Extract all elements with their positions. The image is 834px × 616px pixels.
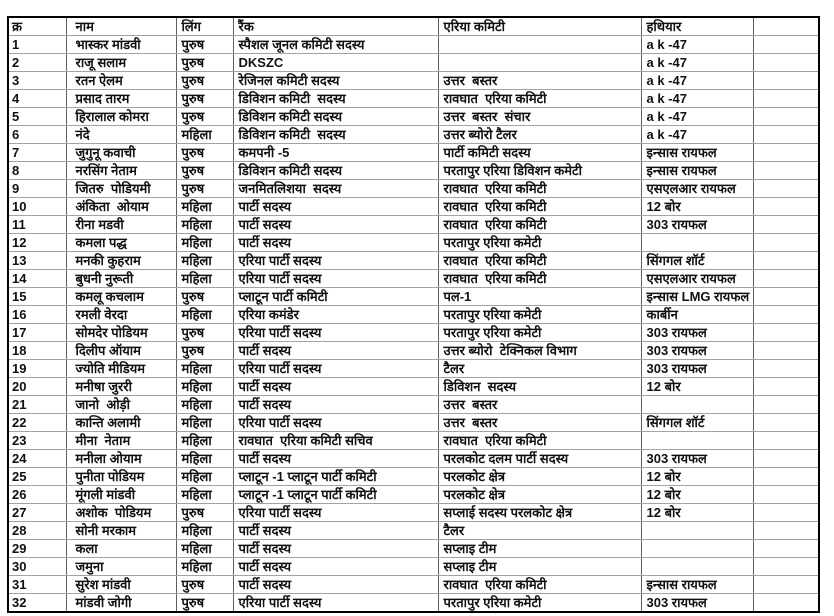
table-cell-r16-c0: 16 — [8, 306, 66, 324]
table-cell-r29-c0: 29 — [8, 540, 66, 558]
table-cell-r3-c5: a k -47 — [641, 72, 753, 90]
table-row — [8, 288, 819, 306]
table-cell-r31-c4: रावघात एरिया कमिटी — [438, 576, 641, 594]
table-cell-r26-c4: परलकोट क्षेत्र — [438, 486, 641, 504]
table-cell-r31-c6 — [753, 576, 819, 594]
table-cell-r29-c2: महिला — [176, 540, 233, 558]
table-cell-r20-c3: पार्टी सदस्य — [233, 378, 438, 396]
table-cell-r27-c1: अशोक पोडियम — [66, 504, 176, 522]
table-cell-r16-c3: एरिया कमंडेर — [233, 306, 438, 324]
table-cell-r32-c6 — [753, 594, 819, 613]
table-row — [8, 486, 819, 504]
table-row — [8, 198, 819, 216]
table-cell-r5-c5: a k -47 — [641, 108, 753, 126]
table-cell-r6-c2: महिला — [176, 126, 233, 144]
table-cell-r24-c1: मनीला ओयाम — [66, 450, 176, 468]
table-cell-r13-c4: रावघात एरिया कमिटी — [438, 252, 641, 270]
table-cell-r29-c1: कला — [66, 540, 176, 558]
table-cell-r26-c1: मूंगली मांडवी — [66, 486, 176, 504]
table-cell-r4-c1: प्रसाद तारम — [66, 90, 176, 108]
table-cell-r10-c2: महिला — [176, 198, 233, 216]
table-cell-r2-c5: a k -47 — [641, 54, 753, 72]
table-cell-r27-c5: 12 बोर — [641, 504, 753, 522]
table-cell-r30-c1: जमुना — [66, 558, 176, 576]
table-cell-r17-c0: 17 — [8, 324, 66, 342]
table-cell-r2-c4 — [438, 54, 641, 72]
table-cell-r19-c1: ज्योति मीडियम — [66, 360, 176, 378]
table-cell-r22-c4: उत्तर बस्तर — [438, 414, 641, 432]
table-cell-r25-c5: 12 बोर — [641, 468, 753, 486]
table-cell-r8-c5: इन्सास रायफल — [641, 162, 753, 180]
table-cell-r2-c0: 2 — [8, 54, 66, 72]
table-cell-r23-c1: मीना नेताम — [66, 432, 176, 450]
table-row — [8, 90, 819, 108]
table-row — [8, 558, 819, 576]
table-cell-r31-c2: पुरुष — [176, 576, 233, 594]
table-cell-r6-c1: नंदे — [66, 126, 176, 144]
table-cell-r24-c6 — [753, 450, 819, 468]
table-cell-r8-c3: डिविशन कमिटी सदस्य — [233, 162, 438, 180]
table-row — [8, 108, 819, 126]
table-cell-r5-c6 — [753, 108, 819, 126]
table-cell-r20-c1: मनीषा जुररी — [66, 378, 176, 396]
table-cell-r18-c6 — [753, 342, 819, 360]
table-cell-r3-c2: पुरुष — [176, 72, 233, 90]
table-cell-r17-c4: परतापुर एरिया कमेटी — [438, 324, 641, 342]
table-cell-r11-c3: पार्टी सदस्य — [233, 216, 438, 234]
table-cell-r3-c0: 3 — [8, 72, 66, 90]
table-cell-r1-c4 — [438, 36, 641, 54]
column-header-2: लिंग — [176, 17, 233, 36]
table-header — [8, 17, 819, 36]
table-cell-r19-c4: टैलर — [438, 360, 641, 378]
table-cell-r4-c5: a k -47 — [641, 90, 753, 108]
table-cell-r27-c6 — [753, 504, 819, 522]
table-row — [8, 72, 819, 90]
table-cell-r9-c5: एसएलआर रायफल — [641, 180, 753, 198]
table-cell-r1-c6 — [753, 36, 819, 54]
table-cell-r14-c1: बुधनी नुरूती — [66, 270, 176, 288]
table-cell-r12-c5 — [641, 234, 753, 252]
table-cell-r14-c5: एसएलआर रायफल — [641, 270, 753, 288]
table-cell-r28-c3: पार्टी सदस्य — [233, 522, 438, 540]
table-cell-r6-c4: उत्तर ब्योरो टैलर — [438, 126, 641, 144]
table-header-row — [8, 17, 819, 36]
table-cell-r16-c1: रमली वेरदा — [66, 306, 176, 324]
table-cell-r24-c2: महिला — [176, 450, 233, 468]
table-cell-r7-c4: पार्टी कमिटी सदस्य — [438, 144, 641, 162]
table-cell-r8-c1: नरसिंग नेताम — [66, 162, 176, 180]
table-row — [8, 396, 819, 414]
table-cell-r4-c3: डिविशन कमिटी सदस्य — [233, 90, 438, 108]
table-cell-r15-c2: पुरुष — [176, 288, 233, 306]
table-cell-r3-c4: उत्तर बस्तर — [438, 72, 641, 90]
table-cell-r11-c0: 11 — [8, 216, 66, 234]
table-cell-r31-c1: सुरेश मांडवी — [66, 576, 176, 594]
table-cell-r12-c2: महिला — [176, 234, 233, 252]
table-cell-r10-c6 — [753, 198, 819, 216]
table-row — [8, 378, 819, 396]
members-table — [7, 16, 820, 613]
table-cell-r22-c1: कान्ति अलामी — [66, 414, 176, 432]
column-header-5: हथियार — [641, 17, 753, 36]
table-cell-r24-c5: 303 रायफल — [641, 450, 753, 468]
table-cell-r1-c0: 1 — [8, 36, 66, 54]
table-cell-r20-c4: डिविशन सदस्य — [438, 378, 641, 396]
table-cell-r31-c0: 31 — [8, 576, 66, 594]
table-cell-r22-c5: सिंगगल शॉर्ट — [641, 414, 753, 432]
column-header-1: नाम — [66, 17, 176, 36]
table-row — [8, 306, 819, 324]
table-cell-r17-c6 — [753, 324, 819, 342]
table-cell-r31-c3: पार्टी सदस्य — [233, 576, 438, 594]
table-cell-r25-c0: 25 — [8, 468, 66, 486]
table-cell-r18-c0: 18 — [8, 342, 66, 360]
table-cell-r2-c2: पुरुष — [176, 54, 233, 72]
table-cell-r13-c0: 13 — [8, 252, 66, 270]
table-cell-r4-c2: पुरुष — [176, 90, 233, 108]
table-row — [8, 180, 819, 198]
table-cell-r25-c1: पुनीता पोडियम — [66, 468, 176, 486]
table-cell-r26-c6 — [753, 486, 819, 504]
table-cell-r26-c2: महिला — [176, 486, 233, 504]
table-cell-r8-c4: परतापुर एरिया डिविशन कमेटी — [438, 162, 641, 180]
table-cell-r18-c4: उत्तर ब्योरो टेक्निकल विभाग — [438, 342, 641, 360]
table-cell-r15-c6 — [753, 288, 819, 306]
table-cell-r18-c5: 303 रायफल — [641, 342, 753, 360]
column-header-3: रैंक — [233, 17, 438, 36]
table-cell-r30-c5 — [641, 558, 753, 576]
table-cell-r16-c2: महिला — [176, 306, 233, 324]
table-cell-r19-c3: एरिया पार्टी सदस्य — [233, 360, 438, 378]
table-cell-r1-c5: a k -47 — [641, 36, 753, 54]
table-cell-r17-c5: 303 रायफल — [641, 324, 753, 342]
table-cell-r19-c6 — [753, 360, 819, 378]
table-cell-r15-c1: कमलू कचलाम — [66, 288, 176, 306]
table-body — [8, 36, 819, 613]
table-row — [8, 468, 819, 486]
table-row — [8, 450, 819, 468]
table-cell-r20-c0: 20 — [8, 378, 66, 396]
table-cell-r16-c6 — [753, 306, 819, 324]
table-cell-r28-c0: 28 — [8, 522, 66, 540]
table-cell-r17-c1: सोमदेर पोडियम — [66, 324, 176, 342]
table-cell-r9-c0: 9 — [8, 180, 66, 198]
table-cell-r12-c1: कमला पद्ध — [66, 234, 176, 252]
table-cell-r13-c1: मनकी कुहराम — [66, 252, 176, 270]
table-row — [8, 504, 819, 522]
table-cell-r13-c2: महिला — [176, 252, 233, 270]
table-cell-r1-c3: स्पैशल जूनल कमिटी सदस्य — [233, 36, 438, 54]
table-cell-r14-c4: रावघात एरिया कमिटी — [438, 270, 641, 288]
table-cell-r14-c2: महिला — [176, 270, 233, 288]
table-row — [8, 522, 819, 540]
table-cell-r32-c5: 303 रायफल — [641, 594, 753, 613]
table-cell-r11-c4: रावघात एरिया कमिटी — [438, 216, 641, 234]
column-header-6 — [753, 17, 819, 36]
table-row — [8, 414, 819, 432]
table-cell-r17-c2: पुरुष — [176, 324, 233, 342]
table-row — [8, 360, 819, 378]
table-row — [8, 162, 819, 180]
table-cell-r30-c4: सप्लाइ टीम — [438, 558, 641, 576]
table-row — [8, 144, 819, 162]
table-cell-r26-c5: 12 बोर — [641, 486, 753, 504]
table-cell-r5-c2: पुरुष — [176, 108, 233, 126]
table-cell-r32-c4: परतापुर एरिया कमेटी — [438, 594, 641, 613]
table-cell-r9-c4: रावघात एरिया कमिटी — [438, 180, 641, 198]
table-cell-r12-c4: परतापुर एरिया कमेटी — [438, 234, 641, 252]
table-cell-r15-c5: इन्सास LMG रायफल — [641, 288, 753, 306]
table-cell-r17-c3: एरिया पार्टी सदस्य — [233, 324, 438, 342]
table-cell-r23-c0: 23 — [8, 432, 66, 450]
table-cell-r18-c3: पार्टी सदस्य — [233, 342, 438, 360]
table-row — [8, 540, 819, 558]
table-cell-r1-c1: भास्कर मांडवी — [66, 36, 176, 54]
table-cell-r28-c6 — [753, 522, 819, 540]
table-cell-r24-c4: परलकोट दलम पार्टी सदस्य — [438, 450, 641, 468]
table-cell-r23-c2: महिला — [176, 432, 233, 450]
table-cell-r8-c2: पुरुष — [176, 162, 233, 180]
table-cell-r27-c0: 27 — [8, 504, 66, 522]
table-cell-r22-c3: एरिया पार्टी सदस्य — [233, 414, 438, 432]
table-cell-r10-c5: 12 बोर — [641, 198, 753, 216]
table-cell-r23-c3: रावघात एरिया कमिटी सचिव — [233, 432, 438, 450]
table-cell-r4-c6 — [753, 90, 819, 108]
table-cell-r22-c2: महिला — [176, 414, 233, 432]
table-row — [8, 216, 819, 234]
table-row — [8, 36, 819, 54]
table-cell-r6-c5: a k -47 — [641, 126, 753, 144]
table-cell-r26-c0: 26 — [8, 486, 66, 504]
table-cell-r18-c1: दिलीप ऑयाम — [66, 342, 176, 360]
table-cell-r8-c6 — [753, 162, 819, 180]
table-cell-r7-c3: कमपनी -5 — [233, 144, 438, 162]
table-cell-r28-c4: टैलर — [438, 522, 641, 540]
table-row — [8, 234, 819, 252]
table-cell-r30-c0: 30 — [8, 558, 66, 576]
table-cell-r19-c0: 19 — [8, 360, 66, 378]
table-cell-r10-c4: रावघात एरिया कमिटी — [438, 198, 641, 216]
table-cell-r30-c6 — [753, 558, 819, 576]
table-cell-r15-c4: पल-1 — [438, 288, 641, 306]
table-cell-r15-c0: 15 — [8, 288, 66, 306]
table-cell-r3-c6 — [753, 72, 819, 90]
table-cell-r19-c2: महिला — [176, 360, 233, 378]
table-cell-r27-c2: पुरुष — [176, 504, 233, 522]
table-cell-r30-c2: महिला — [176, 558, 233, 576]
table-cell-r7-c6 — [753, 144, 819, 162]
table-cell-r29-c3: पार्टी सदस्य — [233, 540, 438, 558]
table-cell-r30-c3: पार्टी सदस्य — [233, 558, 438, 576]
table-cell-r12-c6 — [753, 234, 819, 252]
table-cell-r32-c3: एरिया पार्टी सदस्य — [233, 594, 438, 613]
table-cell-r4-c0: 4 — [8, 90, 66, 108]
table-row — [8, 594, 819, 613]
table-row — [8, 270, 819, 288]
table-cell-r14-c0: 14 — [8, 270, 66, 288]
table-cell-r25-c4: परलकोट क्षेत्र — [438, 468, 641, 486]
table-cell-r9-c3: जनमितलिशया सदस्य — [233, 180, 438, 198]
table-cell-r2-c3: DKSZC — [233, 54, 438, 72]
table-row — [8, 54, 819, 72]
table-cell-r20-c2: महिला — [176, 378, 233, 396]
table-cell-r12-c0: 12 — [8, 234, 66, 252]
table-cell-r23-c4: रावघात एरिया कमिटी — [438, 432, 641, 450]
table-cell-r21-c0: 21 — [8, 396, 66, 414]
table-cell-r24-c3: पार्टी सदस्य — [233, 450, 438, 468]
table-cell-r13-c5: सिंगगल शॉर्ट — [641, 252, 753, 270]
table-cell-r2-c6 — [753, 54, 819, 72]
table-cell-r32-c0: 32 — [8, 594, 66, 613]
table-cell-r31-c5: इन्सास रायफल — [641, 576, 753, 594]
table-row — [8, 126, 819, 144]
table-cell-r21-c3: पार्टी सदस्य — [233, 396, 438, 414]
table-cell-r6-c0: 6 — [8, 126, 66, 144]
table-cell-r3-c3: रेजिनल कमिटी सदस्य — [233, 72, 438, 90]
table-cell-r11-c2: महिला — [176, 216, 233, 234]
table-cell-r9-c2: पुरुष — [176, 180, 233, 198]
table-cell-r11-c5: 303 रायफल — [641, 216, 753, 234]
table-cell-r28-c2: महिला — [176, 522, 233, 540]
table-cell-r23-c6 — [753, 432, 819, 450]
table-cell-r28-c5 — [641, 522, 753, 540]
table-cell-r9-c6 — [753, 180, 819, 198]
table-cell-r21-c6 — [753, 396, 819, 414]
table-row — [8, 432, 819, 450]
table-cell-r9-c1: जितरु पोडियमी — [66, 180, 176, 198]
table-row — [8, 324, 819, 342]
table-cell-r10-c3: पार्टी सदस्य — [233, 198, 438, 216]
table-cell-r14-c3: एरिया पार्टी सदस्य — [233, 270, 438, 288]
column-header-4: एरिया कमिटी — [438, 17, 641, 36]
table-cell-r5-c0: 5 — [8, 108, 66, 126]
table-cell-r32-c2: पुरुष — [176, 594, 233, 613]
table-cell-r26-c3: प्लाटून -1 प्लाटून पार्टी कमिटी — [233, 486, 438, 504]
table-cell-r13-c3: एरिया पार्टी सदस्य — [233, 252, 438, 270]
table-cell-r21-c4: उत्तर बस्तर — [438, 396, 641, 414]
table-cell-r11-c6 — [753, 216, 819, 234]
table-cell-r16-c5: कार्बीन — [641, 306, 753, 324]
table-cell-r23-c5 — [641, 432, 753, 450]
table-cell-r7-c5: इन्सास रायफल — [641, 144, 753, 162]
table-cell-r22-c0: 22 — [8, 414, 66, 432]
table-cell-r21-c5 — [641, 396, 753, 414]
table-cell-r7-c2: पुरुष — [176, 144, 233, 162]
table-cell-r2-c1: राजू सलाम — [66, 54, 176, 72]
table-cell-r24-c0: 24 — [8, 450, 66, 468]
table-cell-r13-c6 — [753, 252, 819, 270]
table-cell-r3-c1: रतन ऐलम — [66, 72, 176, 90]
table-cell-r4-c4: रावघात एरिया कमिटी — [438, 90, 641, 108]
table-cell-r8-c0: 8 — [8, 162, 66, 180]
table-cell-r6-c6 — [753, 126, 819, 144]
table-cell-r10-c0: 10 — [8, 198, 66, 216]
table-row — [8, 342, 819, 360]
table-cell-r18-c2: पुरुष — [176, 342, 233, 360]
table-cell-r29-c4: सप्लाइ टीम — [438, 540, 641, 558]
table-cell-r28-c1: सोनी मरकाम — [66, 522, 176, 540]
table-cell-r27-c3: एरिया पार्टी सदस्य — [233, 504, 438, 522]
table-cell-r15-c3: प्लाटून पार्टी कमिटी — [233, 288, 438, 306]
table-row — [8, 252, 819, 270]
table-cell-r22-c6 — [753, 414, 819, 432]
table-cell-r16-c4: परतापुर एरिया कमेटी — [438, 306, 641, 324]
table-cell-r7-c1: जुगुनू कवाची — [66, 144, 176, 162]
table-cell-r10-c1: अंकिता ओयाम — [66, 198, 176, 216]
table-cell-r29-c6 — [753, 540, 819, 558]
table-cell-r25-c2: महिला — [176, 468, 233, 486]
table-cell-r20-c5: 12 बोर — [641, 378, 753, 396]
table-cell-r1-c2: पुरुष — [176, 36, 233, 54]
table-cell-r11-c1: रीना मडवी — [66, 216, 176, 234]
table-cell-r19-c5: 303 रायफल — [641, 360, 753, 378]
column-header-0: क्र — [8, 17, 66, 36]
table-row — [8, 576, 819, 594]
table-cell-r12-c3: पार्टी सदस्य — [233, 234, 438, 252]
table-cell-r14-c6 — [753, 270, 819, 288]
table-cell-r29-c5 — [641, 540, 753, 558]
table-cell-r7-c0: 7 — [8, 144, 66, 162]
table-cell-r5-c4: उत्तर बस्तर संचार — [438, 108, 641, 126]
table-cell-r5-c1: हिरालाल कोमरा — [66, 108, 176, 126]
table-cell-r21-c1: जानो ओड़ी — [66, 396, 176, 414]
table-cell-r25-c6 — [753, 468, 819, 486]
table-cell-r5-c3: डिविशन कमिटी सदस्य — [233, 108, 438, 126]
table-cell-r6-c3: डिविशन कमिटी सदस्य — [233, 126, 438, 144]
table-cell-r25-c3: प्लाटून -1 प्लाटून पार्टी कमिटी — [233, 468, 438, 486]
table-cell-r27-c4: सप्लाई सदस्य परलकोट क्षेत्र — [438, 504, 641, 522]
table-cell-r20-c6 — [753, 378, 819, 396]
table-cell-r32-c1: मांडवी जोगी — [66, 594, 176, 613]
table-cell-r21-c2: महिला — [176, 396, 233, 414]
